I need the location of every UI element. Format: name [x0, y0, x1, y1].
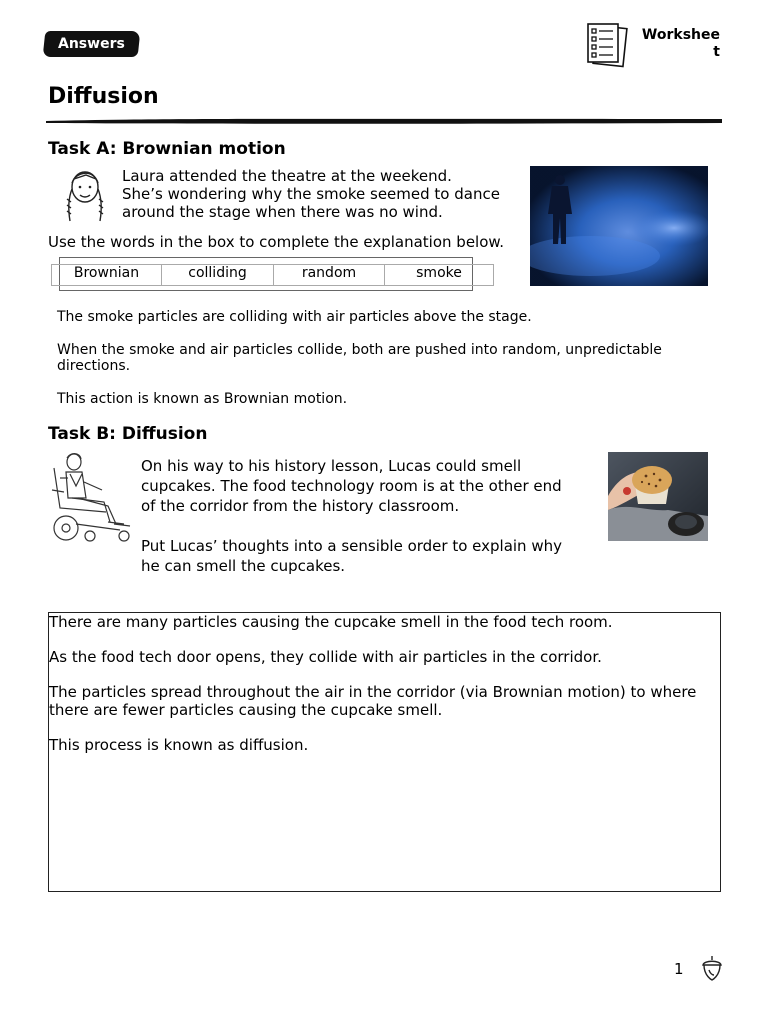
- worksheet-label-line1: Workshee: [641, 27, 720, 43]
- word-box-item: random: [274, 265, 385, 285]
- task-b-answer-1: There are many particles causing the cupcake smell in the food tech room.: [49, 613, 613, 631]
- answers-badge: [43, 31, 141, 57]
- word-box-item: Brownian: [52, 265, 162, 285]
- word-box: [51, 264, 494, 286]
- worksheet-label-line2: t: [713, 44, 720, 60]
- task-a-answer-3: This action is known as Brownian motion.: [57, 391, 348, 407]
- page-number: 1: [674, 960, 684, 978]
- boy-in-wheelchair-icon: [46, 452, 138, 544]
- answers-badge-label: Answers: [58, 36, 125, 52]
- task-b-story-line: On his way to his history lesson, Lucas could smell: [141, 457, 522, 475]
- task-a-answer-2: When the smoke and air particles collide, both are pushed into random, unpredictable directions.: [57, 342, 662, 374]
- page-title: Diffusion: [48, 84, 159, 109]
- task-a-heading: Task A: Brownian motion: [48, 139, 286, 159]
- task-b-story-line: cupcakes. The food technology room is at the other end: [141, 477, 562, 495]
- task-b-prompt-line: Put Lucas’ thoughts into a sensible order to explain why: [141, 537, 562, 555]
- title-underline-divider: [46, 117, 722, 125]
- task-b-intro: [141, 456, 591, 576]
- task-b-answer-3: The particles spread throughout the air in the corridor (via Brownian motion) to where there are fewer particles causing the cupcake smell.: [49, 683, 697, 719]
- girl-character-icon: [62, 165, 108, 227]
- acorn-icon: [700, 954, 724, 982]
- task-a-instruction: Use the words in the box to complete the explanation below.: [48, 233, 505, 251]
- task-b-prompt-line: he can smell the cupcakes.: [141, 557, 346, 575]
- task-b-answer-box: [48, 612, 721, 892]
- task-a-answer-1: The smoke particles are colliding with air particles above the stage.: [57, 309, 532, 325]
- task-b-story: [141, 456, 591, 516]
- task-b-story-line: of the corridor from the history classroom.: [141, 497, 460, 515]
- worksheet-icon: [585, 22, 629, 68]
- task-a-intro-line: Laura attended the theatre at the weekend.: [122, 167, 452, 185]
- task-b-answer-4: This process is known as diffusion.: [49, 736, 309, 754]
- task-a-intro-line: She’s wondering why the smoke seemed to dance: [122, 185, 500, 203]
- stage-smoke-photo: [530, 166, 708, 286]
- word-box-item: colliding: [162, 265, 274, 285]
- worksheet-label: [632, 27, 720, 61]
- task-b-heading: Task B: Diffusion: [48, 424, 208, 444]
- task-a-intro-line: around the stage when there was no wind.: [122, 203, 443, 221]
- cupcake-photo: [608, 452, 708, 541]
- task-b-prompt: [141, 536, 591, 576]
- task-b-answer-2: As the food tech door opens, they collide with air particles in the corridor.: [49, 648, 602, 666]
- task-a-intro: [122, 167, 522, 221]
- word-box-item: smoke: [416, 265, 462, 281]
